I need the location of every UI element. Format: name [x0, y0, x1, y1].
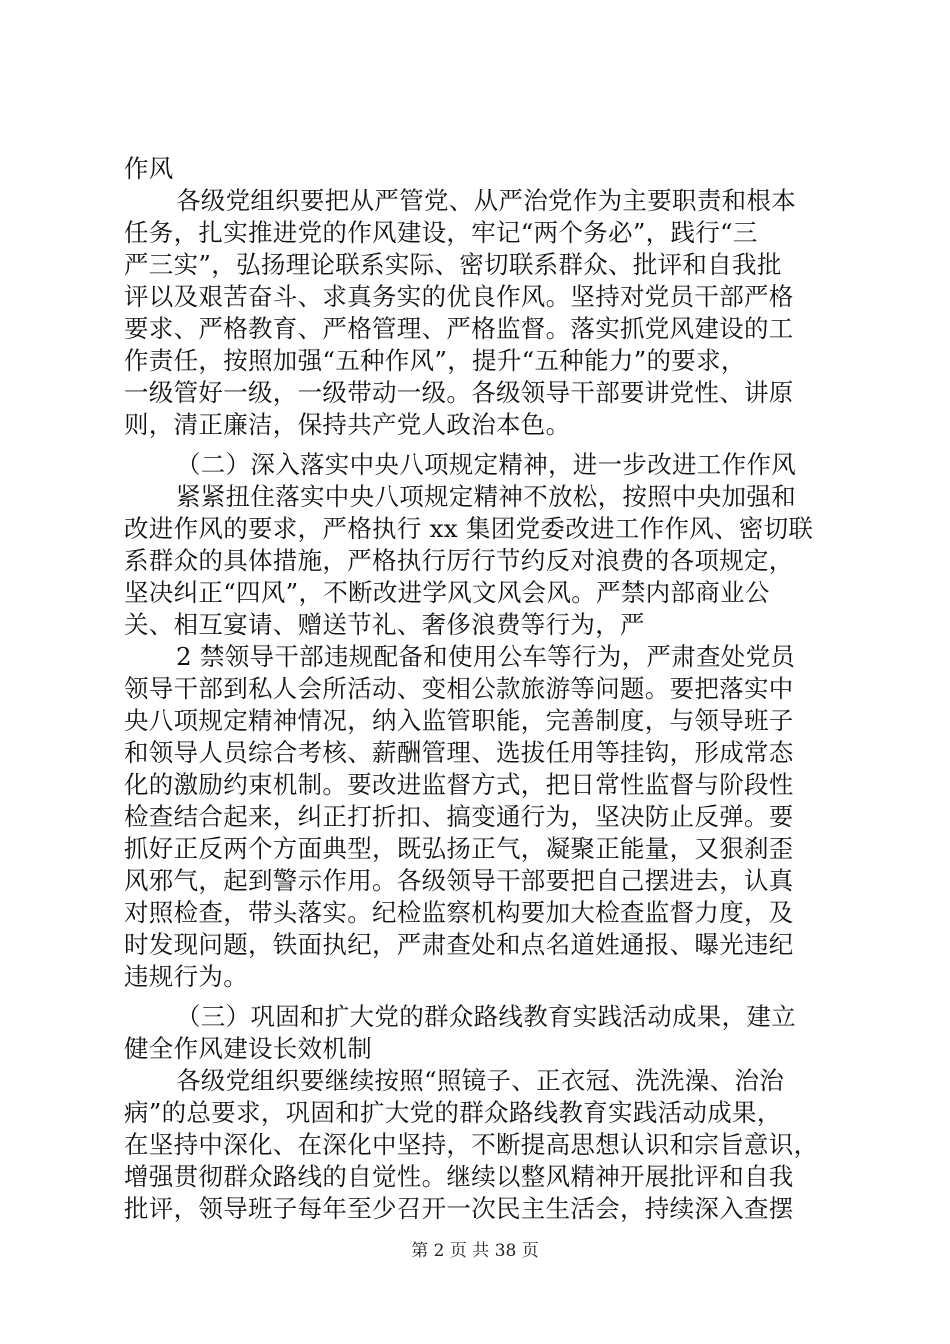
paragraph-line: 各级党组织要继续按照“照镜子、正衣冠、洗洗澡、治治	[176, 1066, 785, 1095]
paragraph-line: 对照检查，带头落实。纪检监察机构要加大检查监督力度，及	[124, 898, 794, 927]
section-heading: （二）深入落实中央八项规定精神，进一步改进工作作风	[176, 450, 796, 479]
paragraph-line: 增强贯彻群众路线的自觉性。继续以整风精神开展批评和自我	[124, 1162, 794, 1191]
paragraph-line: 系群众的具体措施，严格执行厉行节约反对浪费的各项规定，	[124, 546, 794, 575]
paragraph-line: 评以及艰苦奋斗、求真务实的优良作风。坚持对党员干部严格	[124, 282, 794, 311]
paragraph-line: 央八项规定精神情况，纳入监管职能，完善制度，与领导班子	[124, 706, 794, 735]
paragraph-line: 化的激励约束机制。要改进监督方式，把日常性监督与阶段性	[124, 770, 794, 799]
section-heading: 健全作风建设长效机制	[124, 1034, 372, 1063]
paragraph-line: 紧紧扭住落实中央八项规定精神不放松，按照中央加强和	[176, 482, 796, 511]
paragraph-line: 在坚持中深化、在深化中坚持，不断提高思想认识和宗旨意识，	[124, 1130, 819, 1159]
page-number-footer: 第 2 页 共 38 页	[411, 1241, 539, 1261]
paragraph-line: 作责任，按照加强“五种作风”，提升“五种能力”的要求，	[124, 346, 746, 375]
paragraph-line: 严三实”，弘扬理论联系实际、密切联系群众、批评和自我批	[124, 250, 782, 279]
paragraph-line: 时发现问题，铁面执纪，严肃查处和点名道姓通报、曝光违纪	[124, 930, 794, 959]
paragraph-line: 2 禁领导干部违规配备和使用公车等行为，严肃查处党员	[176, 642, 796, 671]
paragraph-line: 关、相互宴请、赠送节礼、奢侈浪费等行为，严	[124, 610, 645, 639]
paragraph-line: 改进作风的要求，严格执行 xx 集团党委改进工作作风、密切联	[124, 514, 814, 543]
paragraph-line: 要求、严格教育、严格管理、严格监督。落实抓党风建设的工	[124, 314, 794, 343]
paragraph-line: 一级管好一级，一级带动一级。各级领导干部要讲党性、讲原	[124, 378, 794, 407]
paragraph-line: 各级党组织要把从严管党、从严治党作为主要职责和根本	[176, 186, 796, 215]
paragraph-line: 批评，领导班子每年至少召开一次民主生活会，持续深入查摆	[124, 1194, 794, 1223]
paragraph-line: 违规行为。	[124, 962, 248, 991]
paragraph-line: 坚决纠正“四风”，不断改进学风文风会风。严禁内部商业公	[124, 578, 770, 607]
text-line: 作风	[124, 154, 174, 183]
paragraph-line: 风邪气，起到警示作用。各级领导干部要把自己摆进去，认真	[124, 866, 794, 895]
paragraph-line: 领导干部到私人会所活动、变相公款旅游等问题。要把落实中	[124, 674, 794, 703]
paragraph-line: 抓好正反两个方面典型，既弘扬正气，凝聚正能量，又狠刹歪	[124, 834, 794, 863]
paragraph-line: 和领导人员综合考核、薪酬管理、选拔任用等挂钩，形成常态	[124, 738, 794, 767]
paragraph-line: 则，清正廉洁，保持共产党人政治本色。	[124, 410, 571, 439]
paragraph-line: 任务，扎实推进党的作风建设，牢记“两个务必”，践行“三	[124, 218, 758, 247]
paragraph-line: 检查结合起来，纠正打折扣、搞变通行为，坚决防止反弹。要	[124, 802, 794, 831]
section-heading: （三）巩固和扩大党的群众路线教育实践活动成果，建立	[176, 1002, 796, 1031]
paragraph-line: 病”的总要求，巩固和扩大党的群众路线教育实践活动成果，	[124, 1098, 782, 1127]
